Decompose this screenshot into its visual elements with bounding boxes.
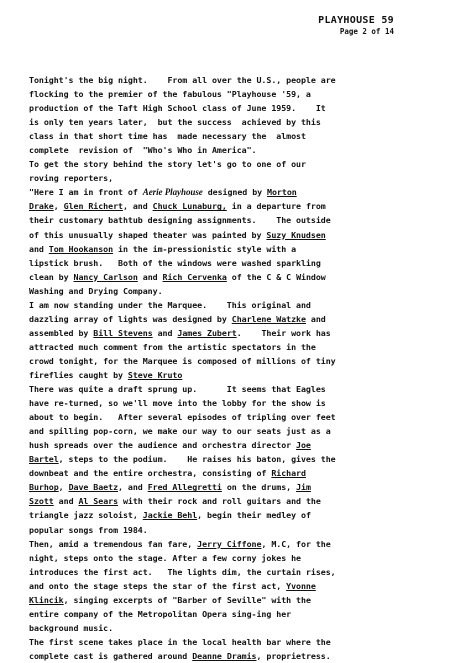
text-segment: There was quite a draft sprung up. It seems that Eagles	[29, 384, 326, 395]
text-segment: and onto the stage steps the star of the first act,	[29, 580, 287, 591]
text-segment: is only ten years later, but the success achieved by this	[29, 117, 321, 128]
text-line	[29, 101, 429, 115]
underlined-name: Deanne Dramis	[192, 650, 257, 661]
text-segment: attracted much comment from the artistic spectators in the	[29, 341, 316, 352]
text-segment: introduces the first act. The lights dim, the curtain rises,	[29, 566, 336, 577]
text-segment: in the im-pressionistic style with a	[113, 243, 297, 254]
text-segment: and	[53, 496, 79, 507]
text-line	[29, 157, 429, 171]
text-line	[29, 368, 429, 382]
text-line	[29, 242, 429, 256]
text-segment: on the drums,	[221, 482, 297, 493]
text-segment: Tonight's the big night. From all over the U.S., people are	[29, 75, 336, 85]
underlined-name: Bartel	[29, 454, 59, 465]
italic-title: Aerie Playhouse	[142, 187, 203, 198]
text-line	[29, 256, 429, 270]
underlined-name: Glen Richert	[63, 201, 123, 212]
text-line	[29, 452, 429, 466]
text-line	[29, 480, 429, 494]
text-segment: The first scene takes place in the local health bar where the	[29, 636, 331, 647]
text-segment: , and	[118, 482, 148, 493]
text-segment: Then, amid a tremendous fan fare,	[29, 538, 198, 549]
text-line	[29, 185, 429, 199]
underlined-name: Charlene Watzke	[231, 313, 306, 324]
underlined-name: Al Sears	[78, 496, 119, 507]
underlined-name: Fred Allegretti	[147, 482, 222, 493]
underlined-name: Burhop	[29, 482, 59, 493]
text-segment: complete revision of "Who's Who in America".	[29, 145, 257, 156]
text-line	[29, 115, 429, 129]
text-segment: fireflies caught by	[29, 369, 128, 380]
text-segment: with their rock and roll guitars and the	[118, 496, 321, 507]
text-segment: designed by	[202, 187, 268, 198]
underlined-name: Joe	[296, 440, 311, 451]
text-segment: Washing and Drying Company.	[29, 285, 163, 296]
text-line	[29, 298, 429, 312]
underlined-name: Chuck Lunaburg,	[152, 201, 227, 212]
text-line	[29, 326, 429, 340]
text-segment: their customary bathtub designing assignments. The outside	[29, 215, 331, 226]
text-line	[29, 494, 429, 508]
text-line	[29, 73, 429, 87]
page-header	[318, 15, 394, 37]
text-segment: and	[152, 327, 178, 338]
text-segment: dazzling array of lights was designed by	[29, 313, 232, 324]
underlined-name: Rich Cervenka	[162, 271, 227, 282]
text-line	[29, 382, 429, 396]
text-segment: have re-turned, so we'll move into the lobby for the show is	[29, 398, 326, 409]
text-line	[29, 523, 429, 537]
underlined-name: Morton	[267, 187, 297, 198]
body-text	[29, 73, 429, 663]
text-segment: ,	[53, 201, 64, 212]
text-segment: and	[305, 313, 326, 324]
text-line	[29, 579, 429, 593]
underlined-name: Jim	[296, 482, 311, 493]
text-segment: night, steps onto the stage. After a few corny jokes he	[29, 552, 301, 563]
text-segment: triangle jazz soloist,	[29, 510, 143, 521]
text-segment: class in that short time has made necessary the almost	[29, 131, 306, 142]
underlined-name: Nancy Carlson	[73, 271, 138, 282]
text-line	[29, 551, 429, 565]
document-title: PLAYHOUSE 59	[318, 15, 394, 26]
text-segment: "Here I am in front of	[29, 187, 143, 198]
underlined-name: Klincik	[29, 594, 64, 605]
text-line	[29, 621, 429, 635]
text-segment: , M.C, for the	[261, 538, 331, 549]
text-segment: of the C & C Window	[226, 271, 326, 282]
text-segment: production of the Taft High School class of June 1959. It	[29, 103, 326, 114]
text-segment: lipstick brush. Both of the windows were washed sparkling	[29, 257, 321, 268]
underlined-name: Bill Stevens	[93, 327, 153, 338]
text-segment: and	[137, 271, 163, 282]
text-segment: , and	[122, 201, 153, 212]
text-segment: , singing excerpts of "Barber of Seville" with the	[63, 594, 311, 605]
underlined-name: Richard	[271, 468, 306, 479]
text-segment: ,	[58, 482, 69, 493]
underlined-name: James Zubert	[177, 327, 237, 338]
text-segment: , steps to the podium. He raises his baton, gives the	[58, 454, 336, 465]
text-segment: , proprietress.	[256, 650, 331, 661]
page-number: Page 2 of 14	[339, 27, 394, 36]
text-segment: and	[29, 243, 49, 254]
text-line	[29, 143, 429, 157]
underlined-name: Szott	[29, 496, 54, 507]
underlined-name: Tom Hookanson	[48, 243, 114, 254]
text-line	[29, 565, 429, 579]
text-segment: of this unusually shaped theater was painted by	[29, 229, 267, 240]
text-segment: downbeat and the entire orchestra, consisting of	[29, 468, 272, 479]
underlined-name: Jackie Behl	[142, 510, 198, 521]
text-line	[29, 607, 429, 621]
text-line	[29, 199, 429, 213]
text-segment: I am now standing under the Marquee. This original and	[29, 299, 311, 310]
text-line	[29, 340, 429, 354]
text-line	[29, 284, 429, 298]
text-segment: roving reporters,	[29, 173, 114, 184]
text-segment: flocking to the premier of the fabulous "Playhouse '59, a	[29, 89, 311, 100]
text-line	[29, 508, 429, 522]
text-segment: hush spreads over the audience and orchestra director	[29, 440, 297, 451]
text-segment: crowd tonight, for the Marquee is composed of millions of tiny	[29, 355, 336, 366]
text-segment: clean by	[29, 271, 74, 282]
text-line	[29, 270, 429, 284]
text-segment: entire company of the Metropolitan Opera sing-ing her	[29, 608, 292, 619]
text-line	[29, 87, 429, 101]
text-segment: in a departure from	[226, 201, 326, 212]
text-line	[29, 228, 429, 242]
text-line	[29, 213, 429, 227]
text-line	[29, 410, 429, 424]
text-segment: popular songs from 1984.	[29, 524, 148, 535]
underlined-name: Dave Baetz	[68, 482, 119, 493]
text-line	[29, 396, 429, 410]
text-segment: assembled by	[29, 327, 94, 338]
text-line	[29, 438, 429, 452]
text-line	[29, 424, 429, 438]
text-line	[29, 466, 429, 480]
text-line	[29, 129, 429, 143]
underlined-name: Steve Kruto	[127, 369, 183, 380]
underlined-name: Suzy Knudsen	[266, 229, 326, 240]
text-segment: To get the story behind the story let's go to one of our	[29, 159, 306, 170]
text-line	[29, 171, 429, 185]
underlined-name: Drake	[29, 201, 54, 212]
text-line	[29, 354, 429, 368]
underlined-name: Yvonne	[286, 580, 316, 591]
text-line	[29, 537, 429, 551]
text-segment: complete cast is gathered around	[29, 650, 193, 661]
text-line	[29, 312, 429, 326]
text-line	[29, 649, 429, 663]
text-segment: and spilling pop-corn, we make our way to our seats just as a	[29, 426, 331, 437]
text-segment: background music.	[29, 622, 114, 633]
text-segment: about to begin. After several episodes of tripling over feet	[29, 412, 336, 423]
text-line	[29, 635, 429, 649]
text-segment: , begin their medley of	[197, 510, 311, 521]
text-segment: . Their work has	[236, 327, 331, 338]
underlined-name: Jerry Ciffone	[197, 538, 262, 549]
